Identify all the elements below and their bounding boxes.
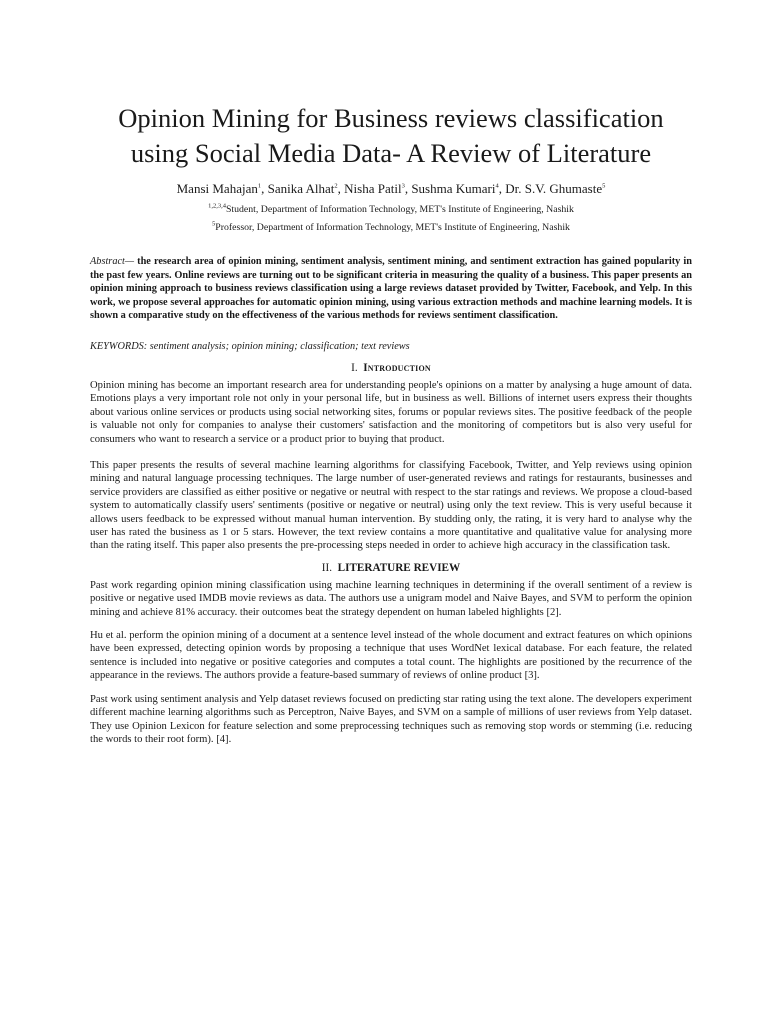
author-name: Sanika Alhat — [267, 181, 335, 196]
affiliation-text: Student, Department of Information Technology, MET's Institute of Engineering, Nashik — [225, 204, 574, 215]
author-list: Mansi Mahajan$^1$, Sanika Alhat$^2$, Nisha Patil$^3$, Sushma Kumari$^4$, Dr. S.V. Ghumaste$^5$ — [176, 181, 606, 196]
keywords: KEYWORDS: sentiment analysis; opinion mining; classification; text reviews — [90, 340, 410, 352]
abstract-text: the research area of opinion mining, sentiment analysis, sentiment mining, and sentiment extraction has gained popularity in the past few years. Online reviews are turning out to be significant criteria in measuring the quality of a business. This paper presents an opinion mining approach to business reviews classification using a large reviews dataset provided by Twitter, Facebook, and Yelp. In this work, we propose several approaches for automatic opinion mining, using various extraction methods and machine learning models. It is shown a comparative study on the effectiveness of the various methods for reviews sentiment classification. — [90, 256, 693, 322]
abstract — [90, 255, 692, 323]
author-sup: 3 — [401, 182, 405, 190]
section-title: Introduction — [363, 361, 431, 374]
affiliation — [90, 220, 692, 235]
body-paragraph: This paper presents the results of several machine learning algorithms for classifying Facebook, Twitter, and Yelp reviews using opinion mining and natural language processing techniques. The large number of user-generated reviews and ratings for restaurants, businesses and service providers are classified as either positive or negative or neutral with respect to the star ratings and reviews. We propose a cloud-based system to automatically classify users' sentiments (positive or negative or neutral) using only the text review. This is very useful because it allows users feedback to be expressed without manual human intervention. By studding only, the rating, it is very hard to analyse why the user has rated the business as 1 or 5 stars. However, the text review contains a more quantitative and qualitative value for analysing more than the rating itself. This paper also presents the pre-processing steps needed in order to achieve high accuracy in the classification task. — [90, 460, 692, 552]
body-paragraph: Past work using sentiment analysis and Yelp dataset reviews focused on predicting star rating using the text alone. The developers experiment different machine learning algorithms such as Perceptron, Naive Bayes, and SVM on a sample of millions of user reviews from Yelp dataset. They use Opinion Lexicon for feature selection and some preprocessing techniques such as removing stop words or stemming (i.e. reducing the words to their root form). [4]. — [90, 693, 692, 745]
body-paragraph: Past work regarding opinion mining classification using machine learning techniques in determining if the overall sentiment of a review is positive or negative used IMDB movie reviews as data. The authors use a unigram model and Naive Bayes, and SVM to perform the opinion mining and achieve 81% accuracy. their outcomes beat the strategy dependent on human labeled highlights [2]. — [90, 579, 692, 618]
section-title: LITERATURE REVIEW — [337, 561, 461, 574]
author-name: Mansi Mahajan — [176, 181, 258, 196]
author-sup: 1 — [257, 182, 262, 190]
author-sup: 4 — [495, 182, 499, 190]
abstract-label: Abstract — [90, 256, 125, 267]
author-name: Sushma Kumari — [411, 181, 496, 196]
affiliation-text: Professor, Department of Information Technology, MET's Institute of Engineering, Nashik — [215, 222, 570, 233]
body-paragraph: Hu et al. perform the opinion mining of a document at a sentence level instead of the whole document and extract features on which opinions have been expressed, detecting opinion words by proposing a technique that uses WordNet lexical database. For each feature, the related sentence is included into negative or positive categories and computes a total count. The highlights are positioned by the recurrence of the appearance in the reviews. The authors provide a feature-based summary of reviews of online product [3]. — [90, 630, 692, 682]
affiliation-sup: 5 — [212, 220, 216, 228]
affiliation — [90, 202, 692, 217]
section-number: I. — [351, 361, 358, 374]
author-name: Nisha Patil — [344, 181, 402, 196]
author-name: Dr. S.V. Ghumaste — [505, 181, 603, 196]
abstract-dash: — — [124, 256, 138, 267]
body-paragraph: Opinion mining has become an important research area for understanding people's opinions on a matter by analysing a huge amount of data. Emotions plays a very important role not only in your personal life, but in business as well. Billions of internet users express their thoughts about various online services or products using social networking sites, forums or popular reviews sites. The positive feedback of the people is valuable not only for companies to analyse their customers' satisfaction and the monitoring of competitors but is also very useful for consumers who want to research a service or a product prior to buying that product. — [90, 379, 692, 445]
section-number: II. — [321, 561, 333, 574]
section-heading-literature-review — [90, 561, 692, 575]
paper-title: Opinion Mining for Business reviews classification using Social Media Data- A Review of Literature — [118, 103, 664, 168]
affiliation-sup: 1,2,3,4 — [208, 202, 226, 210]
section-heading-introduction — [90, 361, 692, 375]
author-sup: 5 — [602, 182, 606, 190]
author-sup: 2 — [334, 182, 338, 190]
